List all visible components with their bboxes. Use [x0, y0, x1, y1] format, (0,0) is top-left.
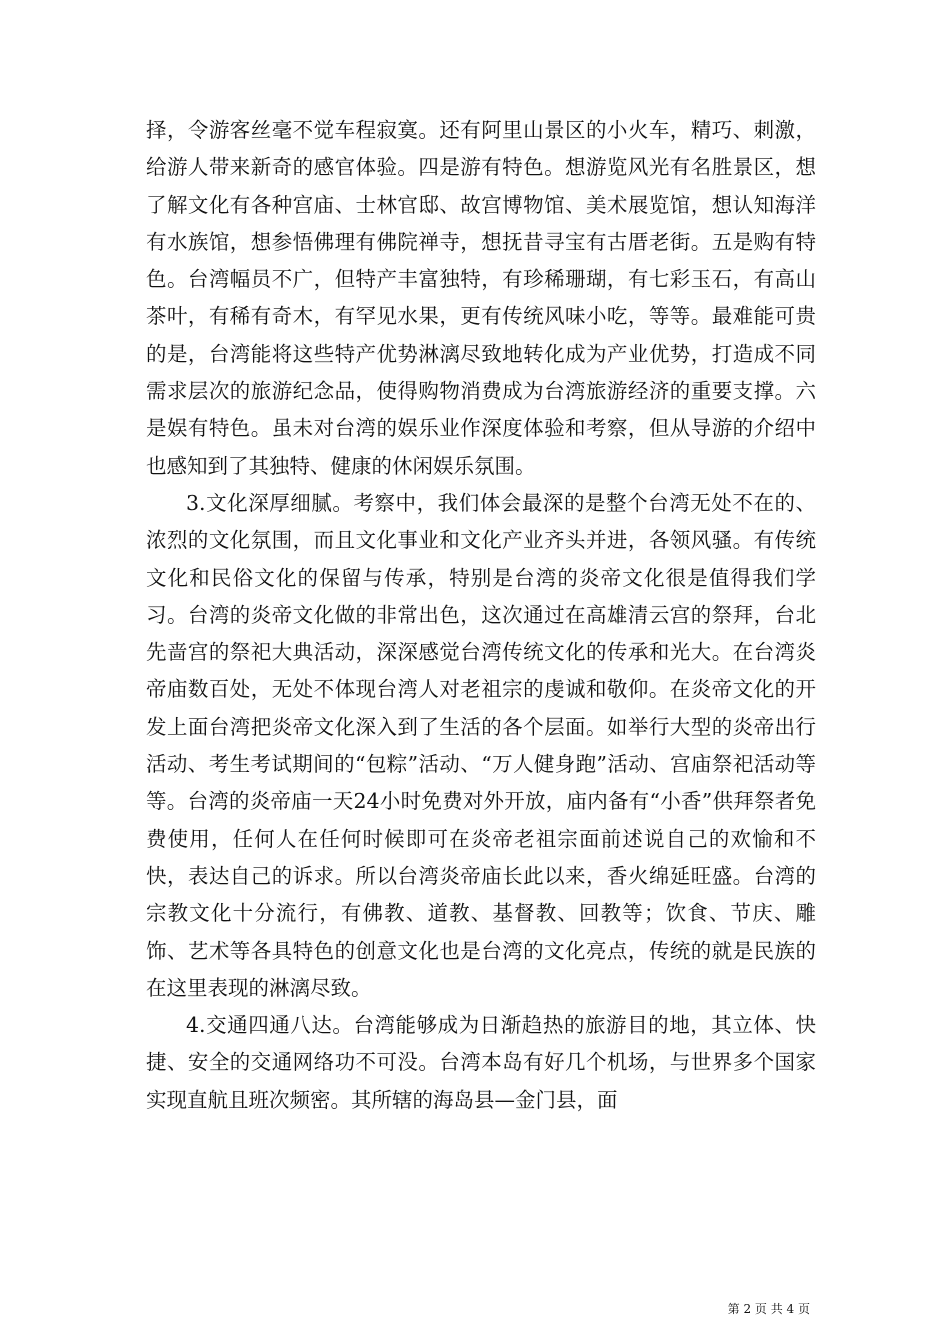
page-number-footer: 第 2 页 共 4 页	[727, 1302, 810, 1316]
paragraph-transport: 4.交通四通八达。台湾能够成为日渐趋热的旅游目的地，其立体、快捷、安全的交通网络功不可没。台湾本岛有好几个机场，与世界多个国家实现直航且班次频密。其所辖的海岛县—金门县，面	[146, 1013, 816, 1112]
document-body	[146, 112, 816, 1119]
paragraph-culture: 3.文化深厚细腻。考察中，我们体会最深的是整个台湾无处不在的、浓烈的文化氛围，而且文化事业和文化产业齐头并进，各领风骚。有传统文化和民俗文化的保留与传承，特别是台湾的炎帝文化很是值得我们学习。台湾的炎帝文化做的非常出色，这次通过在高雄清云宫的祭拜，台北先啬宫的祭祀大典活动，深深感觉台湾传统文化的传承和光大。在台湾炎帝庙数百处，无处不体现台湾人对老祖宗的虔诚和敬仰。在炎帝文化的开发上面台湾把炎帝文化深入到了生活的各个层面。如举行大型的炎帝出行活动、考生考试期间的“包粽”活动、“万人健身跑”活动、宫庙祭祀活动等等。台湾的炎帝庙一天24小时免费对外开放，庙内备有“小香”供拜祭者免费使用，任何人在任何时候即可在炎帝老祖宗面前述说自己的欢愉和不快，表达自己的诉求。所以台湾炎帝庙长此以来，香火绵延旺盛。台湾的宗教文化十分流行，有佛教、道教、基督教、回教等；饮食、节庆、雕饰、艺术等各具特色的创意文化也是台湾的文化亮点，传统的就是民族的在这里表现的淋漓尽致。	[146, 490, 816, 1000]
paragraph-continuation: 择，令游客丝毫不觉车程寂寞。还有阿里山景区的小火车，精巧、刺激，给游人带来新奇的感官体验。四是游有特色。想游览风光有名胜景区，想了解文化有各种宫庙、士林官邸、故宫博物馆、美术展览馆，想认知海洋有水族馆，想参悟佛理有佛院禅寺，想抚昔寻宝有古厝老街。五是购有特色。台湾幅员不广，但特产丰富独特，有珍稀珊瑚，有七彩玉石，有高山茶叶，有稀有奇木，有罕见水果，更有传统风味小吃，等等。最难能可贵的是，台湾能将这些特产优势淋漓尽致地转化成为产业优势，打造成不同需求层次的旅游纪念品，使得购物消费成为台湾旅游经济的重要支撑。六是娱有特色。虽未对台湾的娱乐业作深度体验和考察，但从导游的介绍中也感知到了其独特、健康的休闲娱乐氛围。	[146, 118, 816, 478]
